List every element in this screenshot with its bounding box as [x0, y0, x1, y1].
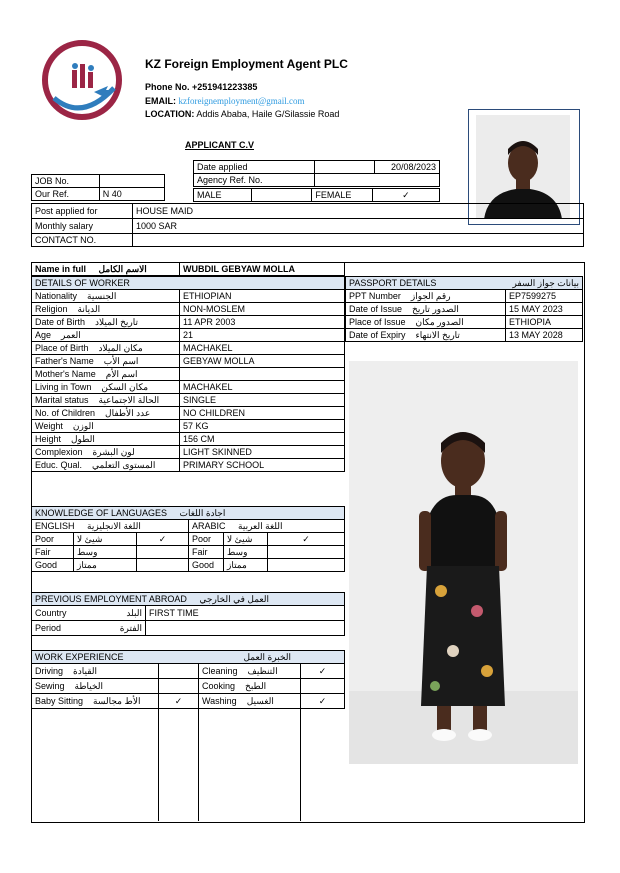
- arabic-heading: [189, 520, 345, 533]
- experience-right: [199, 664, 301, 679]
- experience-right-en: Cleaning: [202, 666, 238, 676]
- passport-row-value: 13 MAY 2028: [506, 329, 583, 342]
- experience-left-ar: الخياطة: [74, 681, 104, 691]
- experience-row: [32, 664, 345, 679]
- name-label: [32, 263, 180, 276]
- salary-label: Monthly salary: [32, 219, 133, 234]
- passport-row: [346, 329, 583, 342]
- worker-label-en: Marital status: [35, 395, 89, 405]
- passport-label-ar: تاريخ الانتهاء: [415, 330, 460, 340]
- worker-row: [32, 316, 345, 329]
- language-level-row: [32, 533, 345, 546]
- experience-row: [32, 679, 345, 694]
- worker-row-label: [32, 290, 180, 303]
- passport-row-value: ETHIOPIA: [506, 316, 583, 329]
- worker-row-label: [32, 420, 180, 433]
- en-level-ar: شيئ لا: [74, 533, 137, 546]
- doc-title: APPLICANT C.V: [185, 140, 255, 150]
- passport-row: [346, 290, 583, 303]
- gender-table: [193, 188, 440, 202]
- ref-table: [31, 174, 165, 201]
- experience-left-en: Driving: [35, 666, 64, 676]
- worker-row-value: GEBYAW MOLLA: [180, 355, 345, 368]
- experience-right: [199, 679, 301, 694]
- country-value: FIRST TIME: [146, 606, 345, 621]
- worker-label-en: Religion: [35, 304, 68, 314]
- worker-label-en: Complexion: [35, 447, 83, 457]
- worker-row-value: 21: [180, 329, 345, 342]
- worker-row: [32, 420, 345, 433]
- worker-row-label: [32, 303, 180, 316]
- languages-header-ar: اجادة اللغات: [179, 508, 226, 518]
- worker-row: [32, 459, 345, 472]
- company-phone: [145, 82, 257, 92]
- prev-employment-header: [32, 593, 345, 606]
- worker-row: [32, 329, 345, 342]
- phone-value: +251941223385: [192, 82, 258, 92]
- experience-left-check: [159, 679, 199, 694]
- worker-label-en: Educ. Qual.: [35, 460, 83, 470]
- english-heading: [32, 520, 189, 533]
- worker-row-label: [32, 329, 180, 342]
- worker-row-value: PRIMARY SCHOOL: [180, 459, 345, 472]
- worker-row-label: [32, 407, 180, 420]
- header-table: [193, 160, 440, 187]
- experience-left: [32, 664, 159, 679]
- passport-table: [345, 276, 583, 342]
- experience-right-en: Cooking: [202, 681, 236, 691]
- worker-label-ar: العمر: [61, 330, 81, 340]
- worker-label-ar: مكان الميلاد: [98, 343, 143, 353]
- passport-row-label: [346, 329, 506, 342]
- our-ref-value: N 40: [99, 188, 164, 201]
- email-link[interactable]: kzforeignemployment@gmail.com: [178, 96, 305, 106]
- worker-row-label: [32, 394, 180, 407]
- worker-label-en: No. of Children: [35, 408, 96, 418]
- passport-row-label: [346, 290, 506, 303]
- date-applied-label: Date applied: [194, 161, 315, 174]
- job-no-value: [99, 175, 164, 188]
- worker-row-label: [32, 446, 180, 459]
- worker-label-en: Living in Town: [35, 382, 92, 392]
- passport-label-ar: الصدور مكان: [415, 317, 464, 327]
- worker-row: [32, 446, 345, 459]
- job-no-label: JOB No.: [32, 175, 100, 188]
- company-email: [145, 96, 305, 106]
- company-logo: [42, 40, 122, 120]
- languages-header: [32, 507, 345, 520]
- languages-table: [31, 506, 345, 572]
- passport-row-value: 15 MAY 2023: [506, 303, 583, 316]
- en-level-label: Fair: [32, 546, 74, 559]
- company-location: [145, 109, 339, 119]
- experience-left-en: Sewing: [35, 681, 65, 691]
- passport-label-en: Place of Issue: [349, 317, 406, 327]
- worker-row-label: [32, 459, 180, 472]
- worker-row-value: 57 KG: [180, 420, 345, 433]
- worker-row: [32, 290, 345, 303]
- ar-level-label: Fair: [189, 546, 224, 559]
- contact-label: CONTACT NO.: [32, 234, 133, 247]
- passport-label-en: Date of Issue: [349, 304, 403, 314]
- worker-row-label: [32, 381, 180, 394]
- worker-label-ar: الجنسية: [87, 291, 117, 301]
- passport-row-label: [346, 316, 506, 329]
- en-level-ar: وسط: [74, 546, 137, 559]
- experience-right-check: [301, 679, 345, 694]
- period-label-ar: الفترة: [119, 623, 142, 633]
- worker-label-ar: الطول: [71, 434, 95, 444]
- name-label-ar: الاسم الكامل: [98, 264, 147, 274]
- worker-label-ar: لون البشرة: [92, 447, 135, 457]
- arabic-label: ARABIC: [192, 521, 226, 531]
- ar-level-check: [268, 559, 345, 572]
- agency-ref-value: [315, 174, 440, 187]
- post-value: HOUSE MAID: [133, 204, 584, 219]
- phone-label: Phone No.: [145, 82, 190, 92]
- worker-row-value: ETHIOPIAN: [180, 290, 345, 303]
- experience-right: [199, 694, 301, 709]
- experience-right-check: ✓: [301, 664, 345, 679]
- prev-employment-table: [31, 592, 345, 636]
- period-label-en: Period: [35, 623, 62, 633]
- experience-right-ar: التنظيف: [247, 666, 278, 676]
- worker-row: [32, 381, 345, 394]
- country-label-en: Country: [35, 608, 67, 618]
- ar-level-label: Poor: [189, 533, 224, 546]
- experience-left: [32, 694, 159, 709]
- languages-header-en: KNOWLEDGE OF LANGUAGES: [35, 508, 168, 518]
- prev-employment-header-en: PREVIOUS EMPLOYMENT ABROAD: [35, 594, 187, 604]
- passport-label-ar: رقم الجواز: [410, 291, 451, 301]
- arabic-label-ar: اللغة العربية: [238, 521, 283, 531]
- worker-row-label: [32, 355, 180, 368]
- worker-label-ar: مكان السكن: [101, 382, 149, 392]
- full-body-photo: [349, 361, 578, 764]
- worker-label-ar: اسم الأم: [105, 369, 138, 379]
- en-level-label: Good: [32, 559, 74, 572]
- worker-row: [32, 394, 345, 407]
- passport-label-ar: الصدور تاريخ: [412, 304, 459, 314]
- english-label-ar: اللغة الانجليزية: [87, 521, 141, 531]
- worker-label-en: Age: [35, 330, 52, 340]
- name-label-en: Name in full: [35, 264, 87, 274]
- work-experience-header: [32, 651, 345, 664]
- worker-row-label: [32, 316, 180, 329]
- en-level-check: [137, 559, 189, 572]
- en-level-check: [137, 546, 189, 559]
- worker-label-en: Mother's Name: [35, 369, 96, 379]
- date-applied-value: 20/08/2023: [374, 161, 439, 174]
- worker-label-ar: اسم الأب: [103, 356, 139, 366]
- worker-details-header: DETAILS OF WORKER: [32, 277, 345, 290]
- worker-row-value: MACHAKEL: [180, 342, 345, 355]
- worker-label-ar: الحالة الاجتماعية: [98, 395, 160, 405]
- post-table: [31, 203, 584, 247]
- worker-row-value: MACHAKEL: [180, 381, 345, 394]
- worker-row-value: NO CHILDREN: [180, 407, 345, 420]
- worker-label-ar: الوزن: [72, 421, 94, 431]
- experience-left-en: Baby Sitting: [35, 696, 84, 706]
- worker-label-ar: الديانة: [77, 304, 101, 314]
- experience-right-check: ✓: [301, 694, 345, 709]
- worker-row-label: [32, 368, 180, 381]
- location-value: Addis Ababa, Haile G/Silassie Road: [196, 109, 340, 119]
- work-experience-header-ar: الخبرة العمل: [243, 652, 291, 662]
- worker-label-en: Nationality: [35, 291, 78, 301]
- male-label: MALE: [194, 189, 252, 202]
- ar-level-label: Good: [189, 559, 224, 572]
- period-label: [32, 621, 146, 636]
- worker-label-en: Place of Birth: [35, 343, 89, 353]
- passport-header: [346, 277, 583, 290]
- experience-right-en: Washing: [202, 696, 237, 706]
- worker-row-value: 11 APR 2003: [180, 316, 345, 329]
- post-label: Post applied for: [32, 204, 133, 219]
- worker-row-label: [32, 433, 180, 446]
- ar-level-ar: شيئ لا: [224, 533, 268, 546]
- worker-row-label: [32, 342, 180, 355]
- passport-label-en: PPT Number: [349, 291, 401, 301]
- country-label: [32, 606, 146, 621]
- experience-left-check: ✓: [159, 694, 199, 709]
- experience-right-ar: الطبخ: [245, 681, 267, 691]
- country-label-ar: البلد: [126, 608, 142, 618]
- worker-row-value: SINGLE: [180, 394, 345, 407]
- passport-header-ar: بيانات جواز السفر: [512, 278, 579, 288]
- worker-row-value: NON-MOSLEM: [180, 303, 345, 316]
- worker-details-table: [31, 276, 345, 472]
- worker-row: [32, 355, 345, 368]
- email-label: EMAIL:: [145, 96, 176, 106]
- worker-label-en: Height: [35, 434, 62, 444]
- worker-label-en: Weight: [35, 421, 63, 431]
- worker-row: [32, 407, 345, 420]
- passport-row: [346, 316, 583, 329]
- name-table: [31, 262, 345, 276]
- ar-level-ar: ممتاز: [224, 559, 268, 572]
- en-level-ar: ممتاز: [74, 559, 137, 572]
- english-label: ENGLISH: [35, 521, 75, 531]
- prev-employment-header-ar: العمل في الخارجي: [199, 594, 270, 604]
- location-label: LOCATION:: [145, 109, 195, 119]
- experience-left-ar: القيادة: [73, 666, 97, 676]
- worker-row-value: LIGHT SKINNED: [180, 446, 345, 459]
- worker-row: [32, 303, 345, 316]
- male-check: [252, 189, 312, 202]
- our-ref-label: Our Ref.: [32, 188, 100, 201]
- worker-label-en: Father's Name: [35, 356, 94, 366]
- experience-left: [32, 679, 159, 694]
- worker-label-ar: تاريخ الميلاد: [95, 317, 138, 327]
- worker-row-value: 156 CM: [180, 433, 345, 446]
- contact-value: [133, 234, 584, 247]
- passport-header-en: PASSPORT DETAILS: [349, 278, 437, 288]
- experience-row: [32, 694, 345, 709]
- experience-left-check: [159, 664, 199, 679]
- agency-ref-label: Agency Ref. No.: [194, 174, 315, 187]
- name-value: WUBDIL GEBYAW MOLLA: [180, 263, 345, 276]
- passport-row: [346, 303, 583, 316]
- passport-label-en: Date of Expiry: [349, 330, 406, 340]
- passport-row-label: [346, 303, 506, 316]
- passport-row-value: EP7599275: [506, 290, 583, 303]
- worker-row-value: [180, 368, 345, 381]
- work-experience-table: [31, 650, 345, 709]
- ar-level-check: ✓: [268, 533, 345, 546]
- worker-row: [32, 368, 345, 381]
- experience-right-ar: الغسيل: [246, 696, 274, 706]
- female-label: FEMALE: [312, 189, 372, 202]
- salary-value: 1000 SAR: [133, 219, 584, 234]
- work-experience-header-en: WORK EXPERIENCE: [35, 652, 124, 662]
- female-check: ✓: [372, 189, 439, 202]
- worker-label-en: Date of Birth: [35, 317, 86, 327]
- language-level-row: [32, 559, 345, 572]
- en-level-label: Poor: [32, 533, 74, 546]
- ar-level-check: [268, 546, 345, 559]
- worker-label-ar: المستوى التعلمي: [92, 460, 156, 470]
- worker-row: [32, 433, 345, 446]
- ar-level-ar: وسط: [224, 546, 268, 559]
- period-value: [146, 621, 345, 636]
- worker-label-ar: عدد الأطفال: [105, 408, 151, 418]
- language-level-row: [32, 546, 345, 559]
- company-name: KZ Foreign Employment Agent PLC: [145, 57, 348, 71]
- en-level-check: ✓: [137, 533, 189, 546]
- worker-row: [32, 342, 345, 355]
- experience-left-ar: الأط مجالسة: [93, 696, 141, 706]
